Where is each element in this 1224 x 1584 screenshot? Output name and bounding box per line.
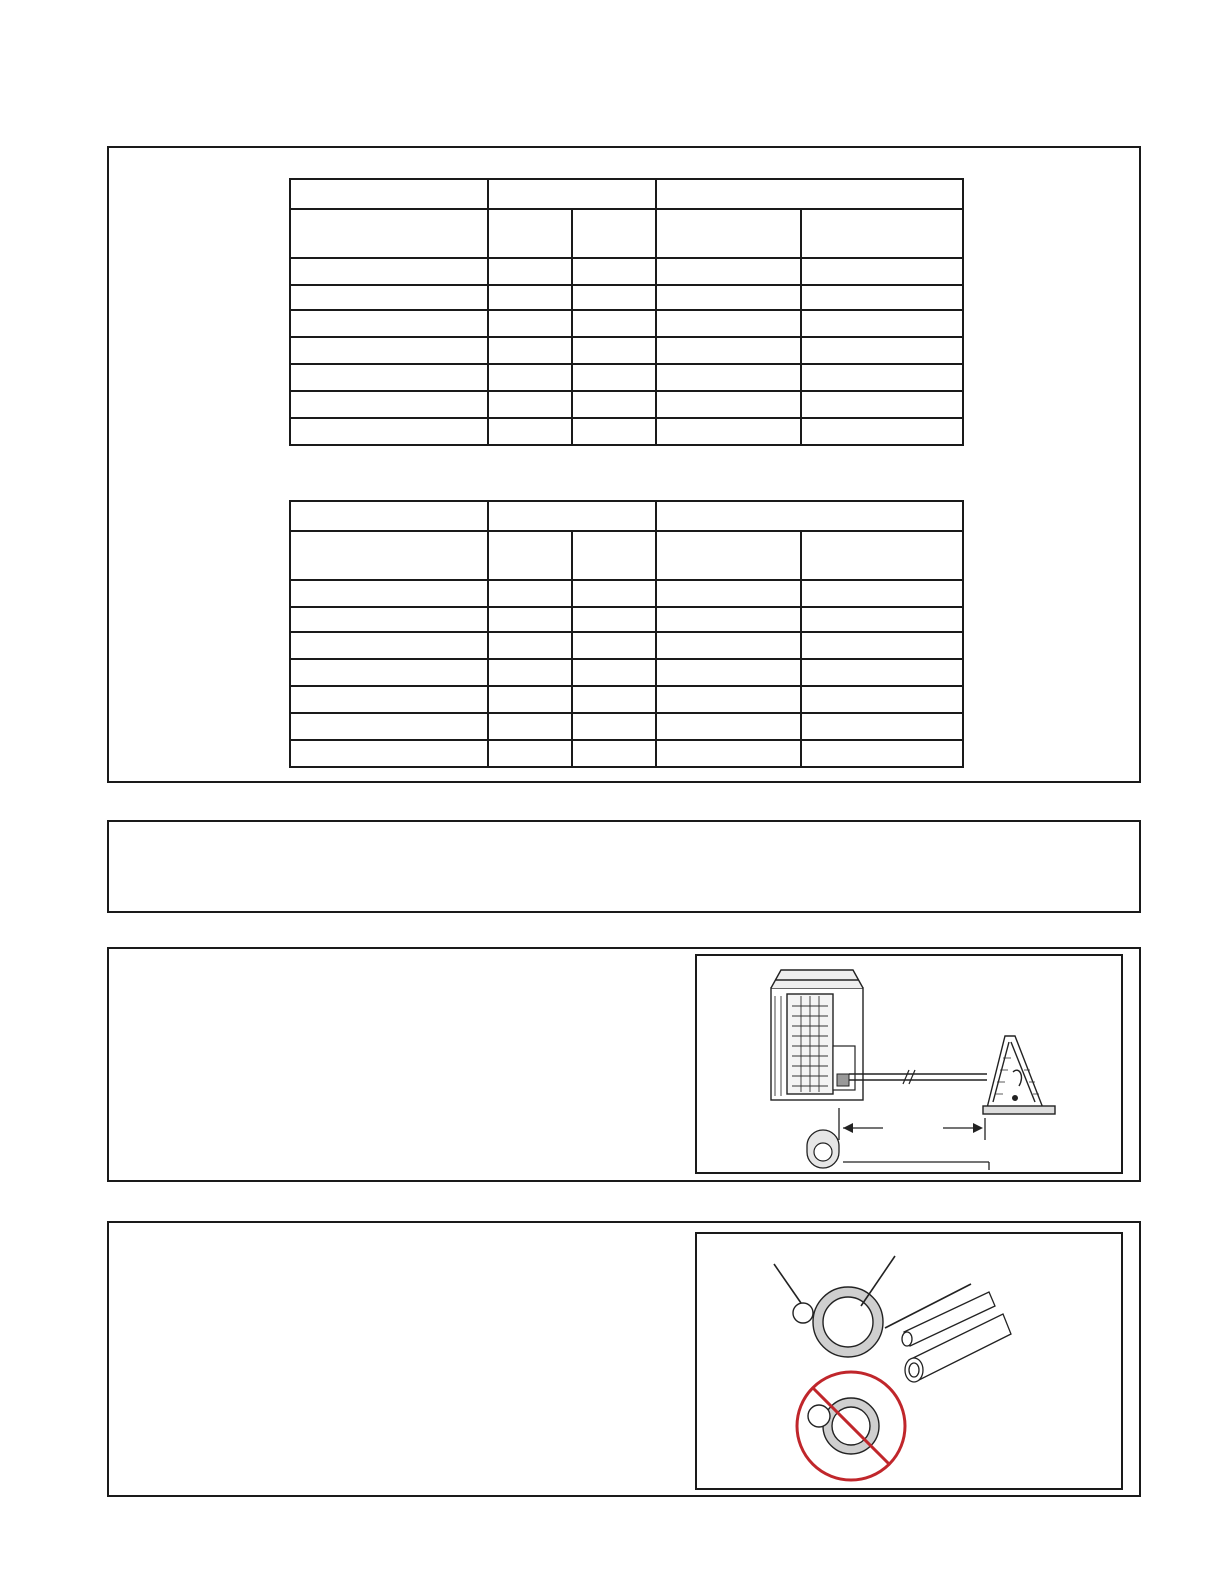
table-cell	[656, 258, 801, 285]
table-cell	[488, 258, 572, 285]
table-row	[290, 391, 963, 418]
table-header-cell	[488, 501, 656, 531]
table-header-row	[290, 179, 963, 209]
table-cell	[656, 740, 801, 767]
table-cell	[290, 713, 488, 740]
table-cell	[801, 740, 963, 767]
table-cell	[656, 337, 801, 364]
table-row	[290, 285, 963, 310]
table-cell	[488, 580, 572, 607]
table-cell	[488, 285, 572, 310]
table-cell	[572, 364, 656, 391]
table-cell	[801, 364, 963, 391]
table-cell	[488, 659, 572, 686]
line-set-figure-frame	[695, 954, 1123, 1174]
table-cell	[572, 285, 656, 310]
table-cell	[656, 364, 801, 391]
outdoor-unit-to-indoor-coil-icon	[697, 956, 1125, 1176]
table-cell	[488, 686, 572, 713]
table-cell	[656, 580, 801, 607]
table-cell	[290, 686, 488, 713]
table-header-cell	[801, 209, 963, 258]
table-cell	[290, 364, 488, 391]
table-cell	[488, 391, 572, 418]
table-cell	[801, 632, 963, 659]
table-header-cell	[572, 209, 656, 258]
table-cell	[656, 686, 801, 713]
table-cell	[656, 632, 801, 659]
table-row	[290, 364, 963, 391]
table-row	[290, 418, 963, 445]
table-cell	[801, 337, 963, 364]
table-header-cell	[488, 531, 572, 580]
table-row	[290, 659, 963, 686]
table-cell	[488, 740, 572, 767]
table-cell	[656, 607, 801, 632]
table-cell	[572, 580, 656, 607]
table-cell	[488, 632, 572, 659]
table-cell	[572, 337, 656, 364]
table-cell	[801, 285, 963, 310]
table-cell	[656, 659, 801, 686]
table-cell	[801, 418, 963, 445]
table-cell	[290, 391, 488, 418]
table-cell	[488, 607, 572, 632]
table-cell	[656, 418, 801, 445]
table-cell	[290, 285, 488, 310]
table-header-cell	[290, 531, 488, 580]
table-header-cell	[290, 209, 488, 258]
table-cell	[572, 258, 656, 285]
table-cell	[488, 337, 572, 364]
table-header-cell	[656, 501, 963, 531]
table-cell	[801, 686, 963, 713]
table-cell	[656, 285, 801, 310]
data-table-top	[289, 178, 964, 446]
table-cell	[488, 418, 572, 445]
note-panel	[107, 820, 1141, 913]
table-cell	[572, 713, 656, 740]
table-header-cell	[656, 179, 963, 209]
table-cell	[488, 310, 572, 337]
table-cell	[290, 740, 488, 767]
table-row	[290, 310, 963, 337]
table-cell	[572, 607, 656, 632]
table-cell	[290, 418, 488, 445]
table-cell	[572, 686, 656, 713]
table-row	[290, 337, 963, 364]
table-cell	[290, 337, 488, 364]
table-row	[290, 258, 963, 285]
table-cell	[801, 258, 963, 285]
table-cell	[488, 364, 572, 391]
table-row	[290, 740, 963, 767]
table-cell	[572, 310, 656, 337]
data-table-bottom	[289, 500, 964, 768]
table-header-cell	[656, 531, 801, 580]
table-subheader-row	[290, 531, 963, 580]
table-cell	[801, 659, 963, 686]
table-cell	[290, 258, 488, 285]
table-header-cell	[488, 179, 656, 209]
table-header-cell	[290, 501, 488, 531]
table-row	[290, 607, 963, 632]
table-cell	[572, 740, 656, 767]
table-cell	[488, 713, 572, 740]
table-cell	[572, 632, 656, 659]
table-cell	[290, 607, 488, 632]
table-cell	[801, 391, 963, 418]
table-header-cell	[801, 531, 963, 580]
pipe-insulation-icon	[697, 1234, 1125, 1492]
table-cell	[572, 418, 656, 445]
table-header-cell	[290, 179, 488, 209]
table-cell	[656, 391, 801, 418]
table-row	[290, 580, 963, 607]
table-cell	[572, 659, 656, 686]
table-header-cell	[488, 209, 572, 258]
table-cell	[656, 713, 801, 740]
table-cell	[801, 580, 963, 607]
table-cell	[290, 659, 488, 686]
table-cell	[290, 580, 488, 607]
table-cell	[572, 391, 656, 418]
table-row	[290, 632, 963, 659]
table-cell	[656, 310, 801, 337]
table-row	[290, 713, 963, 740]
table-cell	[290, 632, 488, 659]
table-cell	[801, 310, 963, 337]
table-header-cell	[572, 531, 656, 580]
table-cell	[801, 713, 963, 740]
table-header-row	[290, 501, 963, 531]
insulation-figure-frame	[695, 1232, 1123, 1490]
table-header-cell	[656, 209, 801, 258]
table-cell	[801, 607, 963, 632]
table-row	[290, 686, 963, 713]
table-subheader-row	[290, 209, 963, 258]
table-cell	[290, 310, 488, 337]
